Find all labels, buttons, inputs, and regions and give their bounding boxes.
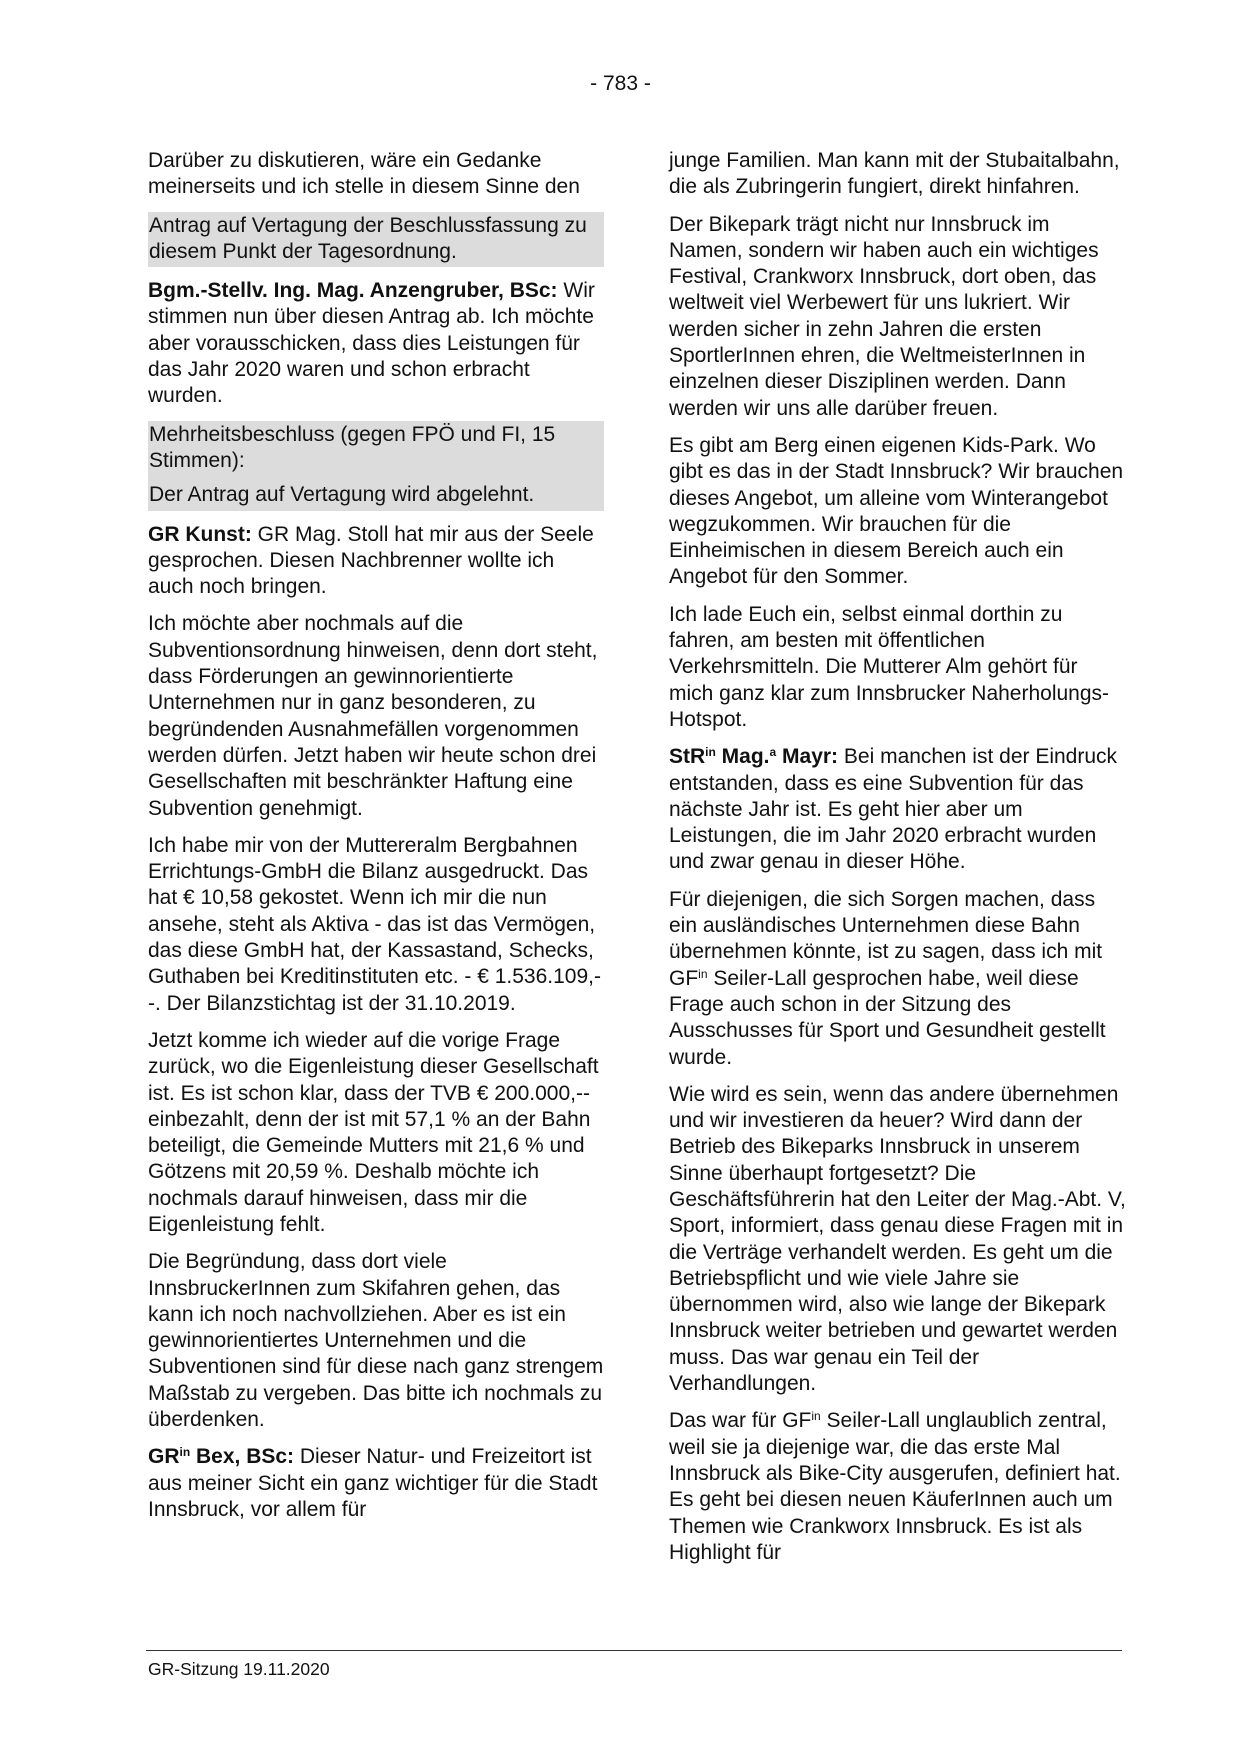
paragraph: Ich lade Euch ein, selbst einmal dorthin zu fahren, am besten mit öffentlichen Verkehrsmitteln. Die Mutterer Alm gehört für mich ganz klar zum Innsbrucker Naherholungs-Hotspot. (669, 602, 1110, 731)
speech-text: Dieser Natur- und Freizeitort ist aus meiner Sicht ein ganz wichtiger für die Stadt Innsbruck, vor allem für (148, 1445, 598, 1521)
speaker-name: Bgm.-Stellv. Ing. Mag. Anzengruber, BSc: (148, 279, 558, 303)
paragraph (148, 278, 604, 409)
paragraph: Ich habe mir von der Muttereralm Bergbahnen Errichtungs-GmbH die Bilanz ausgedruckt. Das hat € 10,58 gekostet. Wenn ich mir die nun ansehe, steht als Aktiva - das ist das Vermögen, das diese GmbH hat, der Kassastand, Schecks, Guthaben bei Kreditinstituten etc. - € 1.536.109,--. Der Bilanzstichtag ist der 31.10.2019. (148, 833, 601, 1015)
resolution-box (148, 421, 604, 511)
paragraph (669, 744, 1126, 875)
page-number: - 783 - (590, 72, 651, 95)
footer-text: GR-Sitzung 19.11.2020 (148, 1659, 330, 1679)
paragraph: Darüber zu diskutieren, wäre ein Gedanke meinerseits und ich stelle in diesem Sinne den (148, 149, 580, 199)
paragraph: Es gibt am Berg einen eigenen Kids-Park. Wo gibt es das in der Stadt Innsbruck? Wir brauchen dieses Angebot, um alleine vom Winterangebot wegzukommen. Wir brauchen für die Einheimischen in diesem Bereich auch ein Angebot für den Sommer. (669, 433, 1124, 589)
paragraph: Für diejenigen, die sich Sorgen machen, dass ein ausländisches Unternehmen diese Bahn übernehmen könnte, ist zu sagen, dass ich mit $GF^{in}$ Seiler-Lall gesprochen habe, weil diese Frage auch schon in der Sitzung des Ausschusses für Sport und Gesundheit gestellt wurde. (669, 887, 1106, 1069)
motion-box: Antrag auf Vertagung der Beschlussfassung zu diesem Punkt der Tagesordnung. (148, 212, 604, 268)
paragraph: Jetzt komme ich wieder auf die vorige Frage zurück, wo die Eigenleistung dieser Gesellschaft ist. Es ist schon klar, dass der TVB € 200.000,-- einbezahlt, denn der ist mit 57,1 % an der Bahn beteiligt, die Gemeinde Mutters mit 21,6 % und Götzens mit 20,59 %. Deshalb möchte ich nochmals darauf hinweisen, dass mir die Eigenleistung fehlt. (148, 1028, 599, 1236)
right-column (669, 148, 1126, 1577)
paragraph: Wie wird es sein, wenn das andere übernehmen und wir investieren da heuer? Wird dann der Betrieb des Bikeparks Innsbruck in unserem Sinne überhaupt fortgesetzt? Die Geschäftsführerin hat den Leiter der Mag.-Abt. V, Sport, informiert, dass genau diese Fragen mit in die Verträge verhandelt werden. Es geht um die Betriebspflicht und wie viele Jahre sie übernommen wird, also wie lange der Bikepark Innsbruck weiter betrieben und gewartet werden muss. Das war genau ein Teil der Verhandlungen. (669, 1082, 1126, 1396)
speaker-name: $GR^{in}$ Bex, BSc: (148, 1445, 295, 1469)
speech-text: GR Mag. Stoll hat mir aus der Seele gesprochen. Diesen Nachbrenner wollte ich auch noch bringen. (148, 522, 594, 599)
paragraph (148, 1444, 604, 1523)
speaker-name: GR Kunst: (148, 522, 252, 546)
resolution-vote: Mehrheitsbeschluss (gegen FPÖ und FI, 15 Stimmen): (149, 422, 556, 472)
paragraph: Die Begründung, dass dort viele InnsbruckerInnen zum Skifahren gehen, das kann ich noch nachvollziehen. Aber es ist ein gewinnorientiertes Unternehmen und die Subventionen sind für diese nach ganz strengem Maßstab zu vergeben. Das bitte ich nochmals zu überdenken. (148, 1250, 604, 1432)
speaker-name: StR$^{in}$ Mag.$^a$ Mayr: (669, 745, 839, 769)
speech-text: Bei manchen ist der Eindruck entstanden, dass es eine Subvention für das nächste Jahr ist. Es geht hier aber um Leistungen, die im Jahr 2020 erbracht wurden und zwar genau in dieser Höhe. (669, 745, 1118, 874)
paragraph: Der Bikepark trägt nicht nur Innsbruck im Namen, sondern wir haben auch ein wichtiges Festival, Crankworx Innsbruck, dort oben, das weltweit viel Werbewert für uns lukriert. Wir werden sicher in zehn Jahren die ersten SportlerInnen ehren, die WeltmeisterInnen in einzelnen dieser Disziplinen werden. Dann werden wir uns alle darüber freuen. (669, 212, 1099, 420)
paragraph: junge Familien. Man kann mit der Stubaitalbahn, die als Zubringerin fungiert, direkt hinfahren. (669, 149, 1120, 199)
footer-divider (146, 1650, 1122, 1651)
paragraph: Das war für $GF^{in}$ Seiler-Lall unglaublich zentral, weil sie ja diejenige war, die das erste Mal Innsbruck als Bike-City ausgerufen, definiert hat. Es geht bei diesen neuen KäuferInnen auch um Themen wie Crankworx Innsbruck. Es ist als Highlight für (669, 1409, 1121, 1564)
left-column (148, 148, 604, 1534)
paragraph: Ich möchte aber nochmals auf die Subventionsordnung hinweisen, denn dort steht, dass Förderungen an gewinnorientierte Unternehmen nur in ganz besonderen, zu begründenden Ausnahmefällen vorgenommen werden dürfen. Jetzt haben wir heute schon drei Gesellschaften mit beschränkter Haftung eine Subvention genehmigt. (148, 612, 598, 820)
resolution-result: Der Antrag auf Vertagung wird abgelehnt. (149, 483, 535, 507)
paragraph (148, 522, 604, 601)
speech-text: Wir stimmen nun über diesen Antrag ab. Ich möchte aber vorausschicken, dass dies Leistungen für das Jahr 2020 waren und schon erbracht wurden. (148, 279, 595, 408)
